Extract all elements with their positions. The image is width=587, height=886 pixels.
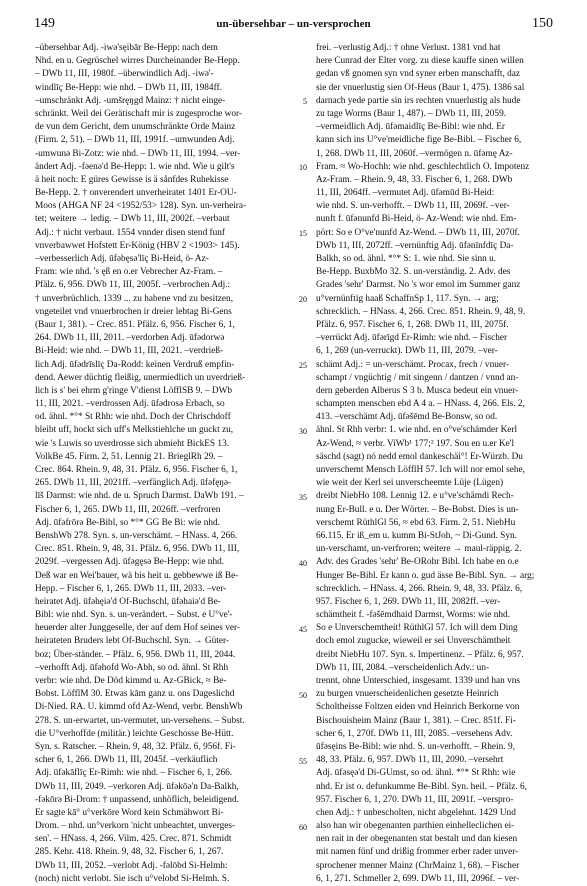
line-number: 55 [299, 756, 307, 766]
text-line: Bobst. LöfflM 30. Etwas kām ganz u. ons Dageslichd [35, 689, 235, 700]
text-line: lich is s' bei ehrm g'ringe V'dienst LöfflSB 9. – DWb [35, 385, 233, 396]
text-line: Fram: wie nhd. 's ęß en o.er Vebrecher Az-Fram. – [35, 267, 223, 278]
running-header [34, 16, 553, 32]
right-column [316, 42, 553, 886]
text-line: Bibl: wie nhd. Syn. s. un-verändert. – Subst. e U°ve'- [35, 610, 233, 621]
text-line: Fischer 6, 1, 265. DWb 11, III, 2026ff. –verfroren [35, 504, 221, 515]
text-line: Fram. ≈ Wo-Hochh: wie nhd. geschlechtlich O. Impotenz [316, 161, 530, 172]
text-line: de vun dem Gericht, dem unumschränkte Orde Mainz [35, 122, 236, 133]
text-line: dreibt NiebHu 107. Syn. s. Impertinenz. – Pfälz. 6, 957. [316, 649, 524, 660]
left-column [35, 42, 272, 886]
text-line: un-verschamt, un-verfroren; weitere → maul-räppig. 2. [316, 544, 522, 555]
text-line: – DWb 11, III, 1980f. –überwindlich Adj. -iwǝ'- [35, 69, 214, 80]
text-line: 6, 1, 271. Schmeller 2, 699. DWb 11, III, 2096f. – ver- [316, 873, 520, 884]
text-line: scher 6, 1, 270f. DWb 11, III, 2085. –versehens Adv. [316, 728, 513, 739]
line-number: 60 [299, 822, 307, 832]
text-line: Be-Hepp. 2. † onverendert unverheiratet 1401 Er-OU- [35, 188, 237, 199]
text-line: 278. S. un-erwartet, un-vermutet, un-versehens. – Subst. [35, 715, 245, 726]
text-line: VolkBe 45. Firm. 2, 51. Lennig 21. BrieglRh 29. – [35, 451, 223, 462]
text-line: (Baur 1, 381). – Crec. 851. Pfälz. 6, 956. Fischer 6, 1, [35, 319, 235, 330]
text-line: 957. Fischer 6, 1, 270. DWb 11, III, 2091f. –verspro- [316, 794, 514, 805]
text-line: (noch) nicht verlobt. Sie isch u°velobd Si-Helmh. S. [35, 873, 230, 884]
text-line: Adj.: † nicht verbaut. 1554 vnnder disen stend funf [35, 227, 226, 238]
text-line: wie nhd. S. un-verhofft. – DWb 11, III, 2069f. –ver- [316, 201, 510, 212]
text-line: DWb 11, III, 2049. –verkoren Adj. ūfǝkōǝ'n Da-Balkh, [35, 781, 239, 792]
line-number: 25 [299, 360, 307, 370]
line-number: 15 [299, 228, 307, 238]
text-line: heiratet Adj. ūfǝhęiǝ'd Of-Buchschl, ūfǝhaiǝ'd Be- [35, 596, 221, 607]
text-line: DWb 11, III, 2072ff. –vernünftig Adj. ūfǝnīnfdīç Da- [316, 240, 514, 251]
text-line: gedan vß gnomen syn vnd syner erben manschafft, daz [316, 69, 521, 80]
text-line: säschd (sagt) nó nedd emol dankeschäi°! Er-Würzb. Du [316, 451, 523, 462]
text-line: 265. DWb 11, III, 2021ff. –verfänglich Adj. ūfǝfęŋǝ- [35, 478, 232, 489]
text-line: 413. –verschämt Adj. ūfǝšēmd Be-Bonsw, so od. [316, 412, 498, 423]
text-line: Adv. des Grades 'sehr' Be-ORohr Bibl. Ich habe en o.e [316, 557, 519, 568]
text-line: trennt, ohne Unterschied, insgesamt. 1339 und han vns [316, 676, 520, 686]
running-title: un-übersehbar – un-versprochen [216, 18, 371, 30]
text-line: Adj. ūfǝfrōrǝ Be-Bibl, so *°* GG Be Bi: wie nhd. [35, 517, 220, 528]
text-line: Az-Wend, ≈ verbr. ViWb¹ 177;² 197. Sou en u.er Ke'l [316, 438, 515, 449]
text-line: Adj. ūfǝsęǝ'd Di-GUmst, so od. ähnl. *°* St Rhh: wie [316, 768, 516, 779]
text-line: Crec. 851. Rhein. 9, 48, 31. Pfälz. 6, 956. DWb 11, III, [35, 544, 240, 555]
text-line: sprochener menner Mainz (ChrMainz 1, 68). – Fischer [316, 860, 520, 871]
text-line: vnverbawwet Hofstett Er-König (HBV 2 <1903> 145). [35, 240, 240, 251]
text-line: Di-Nied. RA. U. kimmd ofd Az-Wend, verbr. BenshWb [35, 702, 243, 713]
text-line: wie weit der Kerl sei unverscheemte Lüje (Lügen) [316, 478, 504, 489]
text-line: 11, III, 2064ff. –vermutet Adj. ūfǝmūd Bi-Heid: [316, 188, 495, 199]
text-line: Pfälz. 6, 957. Fischer 6, 1, 268. DWb 11, III, 2075f. [316, 319, 509, 330]
text-line: † unverbrüchlich. 1339 ... zu habene vnd zu besitzen, [35, 293, 234, 304]
text-line: Balkh, so od. ähnl. *°* S: 1. wie nhd. Sie sinn u. [316, 254, 497, 264]
text-line: DWb 11, III, 2084. –verscheidenlich Adv.: un- [316, 662, 490, 673]
text-line: doch emol zugucke, wieweil er sei Unverschämtheit [316, 636, 511, 647]
text-line: –verrückt Adj. ūfǝrīgd Er-Rimh: wie nhd. – Fischer [316, 333, 508, 344]
text-line: DWb 11, III, 2052. –verlobt Adj. -fǝlōbd Si-Helmh: [35, 860, 228, 871]
text-line: mit namen fünf und drißig frommer erber rader unver- [316, 847, 519, 858]
text-line: ändert Adj. -fǝenǝ'd Be-Hepp: 1. wie nhd. Wie u gilt's [35, 161, 235, 172]
text-line: dern geberden Alberus S 3 b. Musca bedeut ein vnuer- [316, 385, 519, 396]
text-line: -fǝkōrǝ Bi-Drom: † unpassend, unhöflich, beleidigend. [35, 794, 239, 805]
text-line: Adj. ūfǝkāflīç Er-Rimh: wie nhd. – Fischer 6, 1, 266. [35, 768, 233, 779]
text-line: schrecklich. – HNass. 4, 266. Crec. 851. Rhein. 9, 48, 9. [316, 306, 526, 317]
text-line: BenshWb 278. Syn. s. un-verschämt. – HNass. 4, 266. [35, 530, 238, 541]
text-line: nung Er-Bull. e u. Der Wörter. – Be-Bobst. Dies is un- [316, 504, 519, 515]
text-line: Syn. s. Ratscher. – Rhein. 9, 48, 32. Pfälz. 6, 956f. Fi- [35, 741, 236, 752]
text-line: ähnl. St Rhh verbr: 1. wie nhd. en o°ve'schämder Kerl [316, 425, 518, 436]
text-line: verbr: wie nhd. De Död kimmd u. Az-GBick, ≈ Be- [35, 676, 227, 686]
text-line: schämt Adj.: = un-verschämt. Procax, frech / vnuer- [316, 359, 510, 370]
text-line: lich Adj. ūfǝdrīslīç Da-Rodd: keinen Verdruß empfin- [35, 359, 235, 370]
text-line: Be-Hepp. BuxbMo 32. S. un-verständig. 2. Adv. des [316, 267, 511, 278]
text-line: pört: So e O°ve'nunfd Az-Wend. – DWb 11, III, 2070f. [316, 227, 520, 238]
text-line: 1, 268. DWb 11, III, 2060f. –vermögen n. ūfǝmę Az- [316, 148, 513, 159]
text-line: Drom. – nhd. un°verkorn 'nicht unbeachtet, unverges- [35, 821, 236, 832]
text-line: 48, 33. Pfälz. 6, 957. DWb 11, III, 2090. –versehrt [316, 755, 504, 766]
text-line: unverschemt Mensch LöfflH 57. Ich will nor emol sehe, [316, 465, 525, 475]
text-line: Nhd. en u. Gegrüschel wirres Durcheinander Be-Hepp. [35, 56, 240, 67]
text-line: Scholtheisse Foltzen eiden vnd Heinrich Berkorne von [316, 702, 520, 713]
text-line: sie der vnuerlustig sien Of-Heus (Baur 1, 475). 1386 sal [316, 82, 525, 93]
text-line: nunft f. ūfǝnunfd Bi-Heid, ö- Az-Wend: wie nhd. Em- [316, 214, 517, 225]
line-number: 30 [299, 426, 307, 436]
text-line: Deß war en Wei'bauer, wä bis heit u. gebbewwe iß Be- [35, 570, 239, 581]
text-line: vngeteilet vnd vnuerbrochen ir dreier lebtag Bi-Gens [35, 306, 232, 317]
text-line: Er sagte kā° u°verkōre Word kein Schmähwort Bi- [35, 807, 224, 818]
text-line: tet; weitere → ledig. – DWb 11, III, 2002f. –verbaut [35, 214, 230, 225]
text-line: 6, 1, 269 (un-verruckt). DWb 11, III, 2079. –ver- [316, 346, 498, 357]
text-line: die U°verhoffde (militär.) leichte Geschosse Be-Hütt. [35, 728, 234, 739]
text-line: 2029f. –vergessen Adj. ūfǝgęsǝ Be-Hepp: wie nhd. [35, 557, 225, 568]
text-line: u°vernünftig haaß SchaffnSp 1, 117. Syn. → arg; [316, 293, 499, 304]
text-line: schampt / vngüchtig / mit singenn / dantzen / vnnd an- [316, 372, 519, 383]
page-number-right: 150 [532, 16, 553, 31]
text-line: 11, III, 2021. –verdrossen Adj. ūfǝdrosǝ Erbach, so [35, 399, 225, 410]
text-line: Crec. 864. Rhein. 9, 48, 31. Pfälz. 6, 956. Fischer 6, 1, [35, 465, 238, 475]
text-line: –vermeidlich Adj. ūfǝmaidlīç Be-Bibl: wie nhd. Er [316, 122, 505, 133]
text-line: heirateten Bruders lebt Of-Buchschl. Syn. → Güter- [35, 636, 229, 647]
text-line: schränkt. Weil dei Gerätischaft mir is zugesproche wor- [35, 108, 242, 119]
text-line: Bischouisheim Mainz (Baur 1, 381). – Crec. 851f. Fi- [316, 715, 516, 726]
text-line: od. ähnl. *°* St Rhh: wie nhd. Doch der Chrischdoff [35, 412, 231, 423]
text-line: So e Unverschemtheit! RüthlGl 57. Ich will dem Ding [316, 623, 518, 634]
text-line: bleibt uff, hockt sich uff's Melkstiehlche un guckt zu, [35, 425, 234, 436]
text-line: 957. Fischer 6, 1, 269. DWb 11, III, 2082ff. –ver- [316, 596, 501, 607]
text-line: –verhofft Adj. ūfǝhofd Wo-Abh, so od. ähnl. St Rhh [35, 662, 229, 673]
text-line: zu tage Worms (Baur 1, 487). – DWb 11, III, 2059. [316, 108, 507, 119]
text-line: schampten menschen ebd A 4 a. – HNass. 4, 266. Els. 2, [316, 399, 525, 410]
text-line: schrecklich. – HNass. 4, 266. Rhein. 9, 48, 33. Pfälz. 6, [316, 583, 523, 594]
text-line: dend. Aewer düchtig fleißig, unermiedlich un uverdrieß- [35, 372, 246, 383]
text-line: chen Adj.: † unbescholten, nicht abgelehnt. 1429 Und [316, 807, 516, 818]
text-line: heuerder alter Junggeselle, der auf dem Hof seines ver- [35, 623, 241, 634]
text-line: Grades 'sehr' Darmst. No 's wor emol im Summer ganz [316, 280, 521, 291]
text-line: schämtheit f. -fǝšēmdhaid Darmst, Worms: wie nhd. [316, 610, 511, 621]
text-line: windlīç Be-Hepp: wie nhd. – DWb 11, III, 1984ff. [35, 82, 222, 93]
text-line: Bi-Heid: wie nhd. – DWb 11, III, 2021. –verdrieß- [35, 346, 224, 357]
page-number-left: 149 [34, 16, 55, 31]
text-line: Hunger Be-Bibl. Er kann o. gud ässe Be-Bibl. Syn. → arg; [316, 570, 535, 581]
text-line: here Cunrad der Elter vorg. zu diese kauffe sinen willen [316, 56, 524, 67]
line-number: 5 [303, 96, 307, 106]
text-line: also han wir obegenanten parthien einhelleclichen ei- [316, 821, 515, 832]
line-number: 40 [299, 558, 307, 568]
text-line: līš Darmst: wie nhd. de u. Spruch Darmst. DaWb 191. – [35, 491, 244, 502]
text-line: (Firm. 2, 51). – DWb 11, III, 1991f. –umwunden Adj. [35, 135, 235, 146]
text-line: frei. –verlustig Adj.: † ohne Verlust. 1381 vnd hat [316, 43, 501, 53]
line-number: 20 [299, 294, 307, 304]
text-line: sen'. – HNass. 4, 266. Vilm. 425. Crec. 871. Schmidt [35, 834, 232, 845]
text-line: 264. DWb 11, III, 2011. –verdorben Adj. ūfǝdorwǝ [35, 333, 225, 344]
text-line: kann sich ins U°ve'meidliche fige Be-Bibl. – Fischer 6, [316, 135, 522, 146]
text-line: Pfälz. 6, 956. DWb 11, III, 2005f. –verbrochen Adj.: [35, 280, 231, 291]
text-line: nhd. Er ist o. defunkumme Be-Bibl. Syn. heil. – Pfälz. 6, [316, 781, 527, 792]
text-line: dreibt NiebHo 108. Lennig 12. e u°ve'schämdi Rech- [316, 491, 514, 502]
text-line: darnach yede partie sin irs rechten vnuerlustig als hude [316, 95, 521, 106]
text-line: 66.115. Er iß_em u. kumm Bi-StJoh, ~ Di-Gund. Syn. [316, 530, 517, 541]
text-line: Moos (AHGA NF 24 <1952/53> 128). Syn. un-verheira- [35, 201, 247, 212]
text-line: –übersehbar Adj. -iwǝ'sęibār Be-Hepp: nach dem [35, 43, 218, 53]
line-number: 35 [299, 492, 307, 502]
text-line: –verbesserlich Adj. ūfǝbęsǝ'līç Bi-Heid, ö- Az- [35, 254, 209, 264]
text-line: Az-Fram. – Rhein. 9, 48, 33. Fischer 6, 1, 268. DWb [316, 174, 513, 185]
text-line: scher 6, 1, 266. DWb 11, III, 2045f. –verkäuflich [35, 755, 218, 766]
text-line: -umwunǝ Bi-Zotz: wie nhd. – DWb 11, III, 1994. –ver- [35, 148, 241, 159]
text-line: wie 's Luwis so uverdrosse sich abmieht BickES 13. [35, 438, 230, 449]
text-line: verschemt RüthlGl 56, ≈ ebd 63. Firm. 2, 51. NiebHu [316, 517, 516, 528]
text-line: nen rait in der obegenanten stat bestalt und dan kiesen [316, 834, 518, 845]
line-number: 45 [299, 624, 307, 634]
text-line: ūfǝsęins Be-Bibl: wie nhd. S. un-verhofft. – Rhein. 9, [316, 741, 515, 752]
text-line: –umschränkt Adj. -umšręŋgd Mainz: † nicht einge- [35, 95, 226, 106]
text-line: 285. Kehr. 418. Rhein. 9, 48, 32. Fischer 6, 1, 267. [35, 847, 224, 858]
line-number: 10 [299, 162, 307, 172]
text-line: Hepp. – Fischer 6, 1, 265. DWb 11, III, 2033. –ver- [35, 583, 227, 594]
text-line: boz; Über-ständer. – Pfälz. 6, 956. DWb 11, III, 2044. [35, 649, 236, 660]
line-number: 50 [299, 690, 307, 700]
text-line: ä heit noch: E güres Gewisse is ä sånfdes Ruhekisse [35, 174, 229, 185]
text-line: zu burgen vnuerscheidenlichen gesetzte Heinrich [316, 689, 499, 700]
